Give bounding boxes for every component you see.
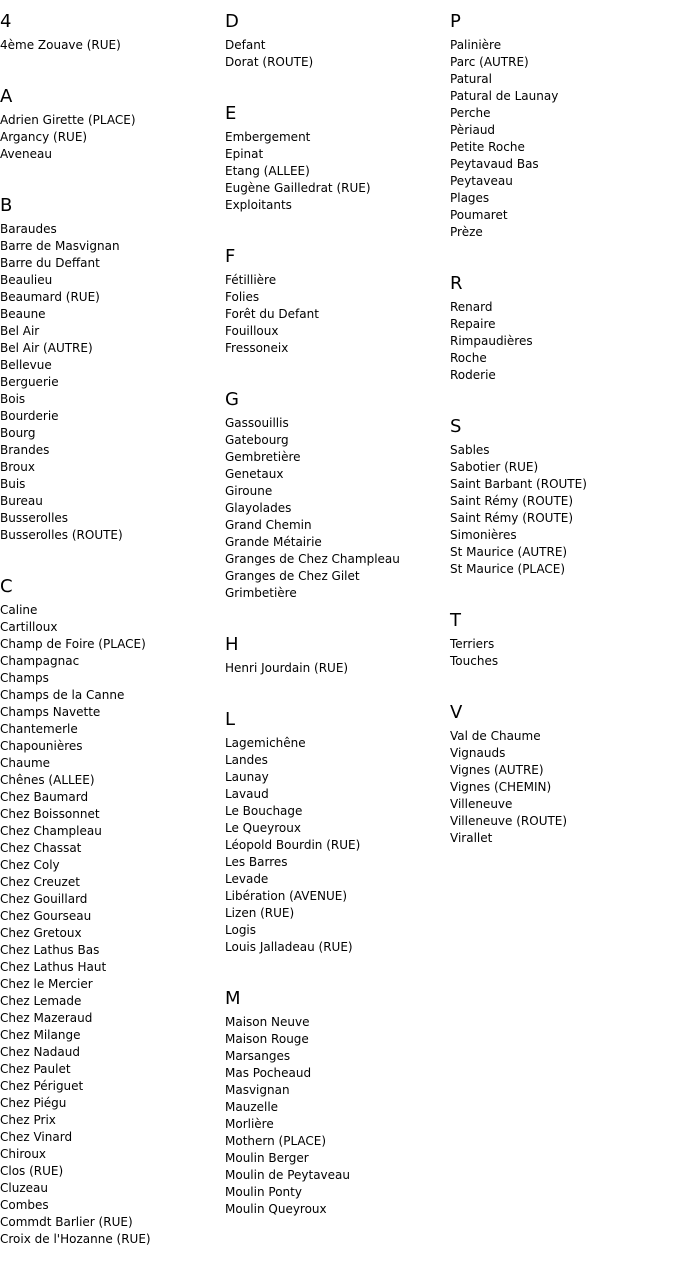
letter-group xyxy=(0,191,225,564)
street-link[interactable]: Palinière xyxy=(450,38,502,52)
street-link[interactable]: Henri Jourdain (RUE) xyxy=(225,661,349,675)
street-link[interactable]: Bel Air (AUTRE) xyxy=(0,341,93,355)
street-link[interactable]: Chez Vinard xyxy=(0,1130,73,1144)
letter-heading: A xyxy=(0,86,13,107)
street-link[interactable]: Moulin Queyroux xyxy=(225,1202,327,1216)
street-link[interactable]: Argancy (RUE) xyxy=(0,130,88,144)
letter-group xyxy=(450,698,675,867)
group-spacer xyxy=(225,677,450,697)
street-link[interactable]: Combes xyxy=(0,1198,49,1212)
street-link[interactable]: Patural de Launay xyxy=(450,89,559,103)
group-spacer xyxy=(225,602,450,622)
street-list xyxy=(450,728,675,847)
street-column-1 xyxy=(0,0,225,1268)
street-link[interactable]: Sabotier (RUE) xyxy=(450,460,539,474)
street-link[interactable]: Clos (RUE) xyxy=(0,1164,64,1178)
street-link[interactable]: Sables xyxy=(450,443,490,457)
street-list xyxy=(0,602,225,1248)
street-list xyxy=(0,221,225,544)
street-link[interactable]: Chez Périguet xyxy=(0,1079,84,1093)
street-link[interactable]: Val de Chaume xyxy=(450,729,541,743)
group-spacer xyxy=(450,670,675,690)
street-link[interactable]: Grande Métairie xyxy=(225,535,322,549)
group-spacer xyxy=(450,384,675,404)
street-link[interactable]: Folies xyxy=(225,290,260,304)
street-link[interactable]: Bois xyxy=(0,392,26,406)
street-link[interactable]: Le Bouchage xyxy=(225,804,303,818)
group-spacer xyxy=(450,847,675,867)
street-link[interactable]: Vignes (CHEMIN) xyxy=(450,780,552,794)
street-list xyxy=(450,442,675,578)
street-link[interactable]: Chez Piégu xyxy=(0,1096,67,1110)
street-link[interactable]: Renard xyxy=(450,300,493,314)
street-link[interactable]: Patural xyxy=(450,72,492,86)
street-link[interactable]: Barre de Masvignan xyxy=(0,239,120,253)
street-link[interactable]: Glayolades xyxy=(225,501,292,515)
street-link[interactable]: Parc (AUTRE) xyxy=(450,55,529,69)
street-link[interactable]: Chez Lathus Bas xyxy=(0,943,100,957)
street-link[interactable]: Chez Coly xyxy=(0,858,60,872)
letter-heading: G xyxy=(225,389,239,410)
street-list xyxy=(225,415,450,602)
street-link[interactable]: St Maurice (AUTRE) xyxy=(450,545,568,559)
letter-group xyxy=(225,242,450,377)
street-list xyxy=(450,299,675,384)
letter-group xyxy=(450,7,675,261)
street-link[interactable]: Terriers xyxy=(450,637,495,651)
group-spacer xyxy=(0,544,225,564)
street-link[interactable]: Petite Roche xyxy=(450,140,525,154)
letter-heading: R xyxy=(450,273,463,294)
street-link[interactable]: Beaumard (RUE) xyxy=(0,290,100,304)
group-spacer xyxy=(450,241,675,261)
street-link[interactable]: Pèriaud xyxy=(450,123,496,137)
letter-group xyxy=(450,606,675,690)
street-link[interactable]: Masvignan xyxy=(225,1083,290,1097)
street-link[interactable]: Chez Mazeraud xyxy=(0,1011,93,1025)
street-link[interactable]: Dorat (ROUTE) xyxy=(225,55,314,69)
street-link[interactable]: Defant xyxy=(225,38,266,52)
street-link[interactable]: Louis Jalladeau (RUE) xyxy=(225,940,353,954)
street-link[interactable]: Champagnac xyxy=(0,654,80,668)
street-link[interactable]: Grimbetière xyxy=(225,586,297,600)
street-link[interactable]: Maison Rouge xyxy=(225,1032,309,1046)
letter-group xyxy=(225,984,450,1238)
street-link[interactable]: Saint Rémy (ROUTE) xyxy=(450,511,574,525)
street-link[interactable]: Gembretière xyxy=(225,450,301,464)
street-link[interactable]: Mauzelle xyxy=(225,1100,279,1114)
street-link[interactable]: Morlière xyxy=(225,1117,274,1131)
letter-heading: D xyxy=(225,11,239,32)
street-link[interactable]: Bel Air xyxy=(0,324,40,338)
street-link[interactable]: Virallet xyxy=(450,831,493,845)
street-link[interactable]: Caline xyxy=(0,603,38,617)
letter-group xyxy=(225,630,450,697)
street-link[interactable]: Chapounières xyxy=(0,739,83,753)
street-list xyxy=(450,37,675,241)
street-list xyxy=(225,129,450,214)
street-link[interactable]: St Maurice (PLACE) xyxy=(450,562,566,576)
letter-group xyxy=(225,99,450,234)
letter-heading: B xyxy=(0,195,13,216)
street-link[interactable]: Chaume xyxy=(0,756,51,770)
street-link[interactable]: Landes xyxy=(225,753,268,767)
street-link[interactable]: Fressoneix xyxy=(225,341,289,355)
letter-group xyxy=(450,269,675,404)
letter-group xyxy=(225,385,450,622)
letter-heading: F xyxy=(225,246,236,267)
street-list xyxy=(0,37,225,54)
street-link[interactable]: Granges de Chez Gilet xyxy=(225,569,360,583)
street-link[interactable]: Chez Baumard xyxy=(0,790,89,804)
street-link[interactable]: Baraudes xyxy=(0,222,57,236)
street-list xyxy=(225,735,450,956)
street-link[interactable]: Broux xyxy=(0,460,35,474)
street-link[interactable]: Libération (AVENUE) xyxy=(225,889,348,903)
street-link[interactable]: Chez Lathus Haut xyxy=(0,960,107,974)
street-link[interactable]: Vignes (AUTRE) xyxy=(450,763,544,777)
street-link[interactable]: Plages xyxy=(450,191,490,205)
street-link[interactable]: Bureau xyxy=(0,494,43,508)
street-link[interactable]: Buis xyxy=(0,477,26,491)
group-spacer xyxy=(225,71,450,91)
street-link[interactable]: Epinat xyxy=(225,147,264,161)
street-link[interactable]: Etang (ALLEE) xyxy=(225,164,310,178)
street-link[interactable]: Berguerie xyxy=(0,375,59,389)
street-link[interactable]: Roderie xyxy=(450,368,496,382)
street-list xyxy=(225,37,450,71)
street-link[interactable]: Bellevue xyxy=(0,358,52,372)
street-link[interactable]: Moulin de Peytaveau xyxy=(225,1168,350,1182)
street-link[interactable]: Peytavaud Bas xyxy=(450,157,539,171)
street-link[interactable]: Champs de la Canne xyxy=(0,688,125,702)
street-link[interactable]: Granges de Chez Champleau xyxy=(225,552,400,566)
street-link[interactable]: Saint Rémy (ROUTE) xyxy=(450,494,574,508)
letter-heading: C xyxy=(0,576,13,597)
street-link[interactable]: Barre du Deffant xyxy=(0,256,100,270)
street-link[interactable]: Eugène Gailledrat (RUE) xyxy=(225,181,371,195)
street-link[interactable]: Commdt Barlier (RUE) xyxy=(0,1215,133,1229)
street-link[interactable]: Chiroux xyxy=(0,1147,47,1161)
street-link[interactable]: Villeneuve (ROUTE) xyxy=(450,814,568,828)
street-link[interactable]: Saint Barbant (ROUTE) xyxy=(450,477,587,491)
letter-heading: P xyxy=(450,11,461,32)
street-link[interactable]: Exploitants xyxy=(225,198,292,212)
street-column-2 xyxy=(225,0,450,1238)
street-link[interactable]: Genetaux xyxy=(225,467,284,481)
street-link[interactable]: 4ème Zouave (RUE) xyxy=(0,38,121,52)
street-link[interactable]: Forêt du Defant xyxy=(225,307,319,321)
street-link[interactable]: Le Queyroux xyxy=(225,821,301,835)
street-link[interactable]: Maison Neuve xyxy=(225,1015,310,1029)
group-spacer xyxy=(0,163,225,183)
street-link[interactable]: Cluzeau xyxy=(0,1181,48,1195)
street-link[interactable]: Champs xyxy=(0,671,49,685)
street-link[interactable]: Moulin Berger xyxy=(225,1151,309,1165)
street-link[interactable]: Chez Nadaud xyxy=(0,1045,81,1059)
street-link[interactable]: Chez Lemade xyxy=(0,994,82,1008)
street-link[interactable]: Gassouillis xyxy=(225,416,289,430)
street-link[interactable]: Giroune xyxy=(225,484,273,498)
letter-heading: T xyxy=(450,610,461,631)
street-link[interactable]: Marsanges xyxy=(225,1049,291,1063)
street-link[interactable]: Grand Chemin xyxy=(225,518,312,532)
street-link[interactable]: Chantemerle xyxy=(0,722,78,736)
street-link[interactable]: Peytaveau xyxy=(450,174,513,188)
group-spacer xyxy=(450,578,675,598)
street-link[interactable]: Chênes (ALLEE) xyxy=(0,773,95,787)
street-link[interactable]: Champ de Foire (PLACE) xyxy=(0,637,146,651)
group-spacer xyxy=(0,54,225,74)
street-link[interactable]: Rimpaudières xyxy=(450,334,533,348)
street-link[interactable]: Chez Gourseau xyxy=(0,909,92,923)
street-link[interactable]: Simonières xyxy=(450,528,517,542)
letter-group xyxy=(0,7,225,74)
street-list xyxy=(225,1014,450,1218)
street-link[interactable]: Touches xyxy=(450,654,499,668)
street-link[interactable]: Chez le Mercier xyxy=(0,977,93,991)
street-link[interactable]: Fétillière xyxy=(225,273,277,287)
street-link[interactable]: Vignauds xyxy=(450,746,506,760)
street-link[interactable]: Chez Chassat xyxy=(0,841,82,855)
street-link[interactable]: Chez Gouillard xyxy=(0,892,88,906)
street-link[interactable]: Mothern (PLACE) xyxy=(225,1134,327,1148)
street-link[interactable]: Prèze xyxy=(450,225,483,239)
street-link[interactable]: Chez Gretoux xyxy=(0,926,82,940)
street-link[interactable]: Fouilloux xyxy=(225,324,279,338)
street-link[interactable]: Léopold Bourdin (RUE) xyxy=(225,838,361,852)
letter-heading: H xyxy=(225,634,239,655)
street-link[interactable]: Chez Creuzet xyxy=(0,875,80,889)
street-link[interactable]: Lagemichêne xyxy=(225,736,306,750)
street-link[interactable]: Beaulieu xyxy=(0,273,53,287)
street-link[interactable]: Busserolles xyxy=(0,511,69,525)
street-link[interactable]: Poumaret xyxy=(450,208,508,222)
street-link[interactable]: Croix de l'Hozanne (RUE) xyxy=(0,1232,151,1246)
street-link[interactable]: Logis xyxy=(225,923,257,937)
letter-group xyxy=(0,82,225,183)
street-link[interactable]: Villeneuve xyxy=(450,797,513,811)
street-link[interactable]: Gatebourg xyxy=(225,433,289,447)
street-link[interactable]: Cartilloux xyxy=(0,620,58,634)
street-link[interactable]: Bourg xyxy=(0,426,36,440)
street-link[interactable]: Busserolles (ROUTE) xyxy=(0,528,123,542)
street-link[interactable]: Adrien Girette (PLACE) xyxy=(0,113,136,127)
street-link[interactable]: Moulin Ponty xyxy=(225,1185,302,1199)
group-spacer xyxy=(225,214,450,234)
group-spacer xyxy=(225,956,450,976)
street-link[interactable]: Chez Prix xyxy=(0,1113,56,1127)
street-link[interactable]: Chez Champleau xyxy=(0,824,102,838)
letter-heading: 4 xyxy=(0,11,12,32)
street-link[interactable]: Beaune xyxy=(0,307,46,321)
street-column-3 xyxy=(450,0,675,867)
street-link[interactable]: Lavaud xyxy=(225,787,269,801)
street-list xyxy=(225,272,450,357)
letter-heading: E xyxy=(225,103,237,124)
street-list xyxy=(225,660,450,677)
street-link[interactable]: Perche xyxy=(450,106,491,120)
street-link[interactable]: Champs Navette xyxy=(0,705,101,719)
group-spacer xyxy=(225,357,450,377)
letter-group xyxy=(225,705,450,976)
letter-group xyxy=(0,572,225,1268)
street-link[interactable]: Repaire xyxy=(450,317,496,331)
letter-heading: M xyxy=(225,988,241,1009)
street-link[interactable]: Launay xyxy=(225,770,269,784)
street-list xyxy=(0,112,225,163)
letter-group xyxy=(225,7,450,91)
street-list xyxy=(450,636,675,670)
street-link[interactable]: Chez Milange xyxy=(0,1028,81,1042)
letter-heading: L xyxy=(225,709,236,730)
street-link[interactable]: Chez Boissonnet xyxy=(0,807,100,821)
letter-heading: S xyxy=(450,416,462,437)
street-link[interactable]: Roche xyxy=(450,351,487,365)
group-spacer xyxy=(225,1218,450,1238)
street-link[interactable]: Aveneau xyxy=(0,147,52,161)
letter-heading: V xyxy=(450,702,463,723)
street-link[interactable]: Lizen (RUE) xyxy=(225,906,295,920)
street-link[interactable]: Bourderie xyxy=(0,409,59,423)
street-link[interactable]: Mas Pocheaud xyxy=(225,1066,312,1080)
street-link[interactable]: Embergement xyxy=(225,130,311,144)
street-link[interactable]: Chez Paulet xyxy=(0,1062,71,1076)
letter-group xyxy=(450,412,675,598)
group-spacer xyxy=(0,1248,225,1268)
street-link[interactable]: Les Barres xyxy=(225,855,288,869)
street-link[interactable]: Brandes xyxy=(0,443,50,457)
street-link[interactable]: Levade xyxy=(225,872,269,886)
